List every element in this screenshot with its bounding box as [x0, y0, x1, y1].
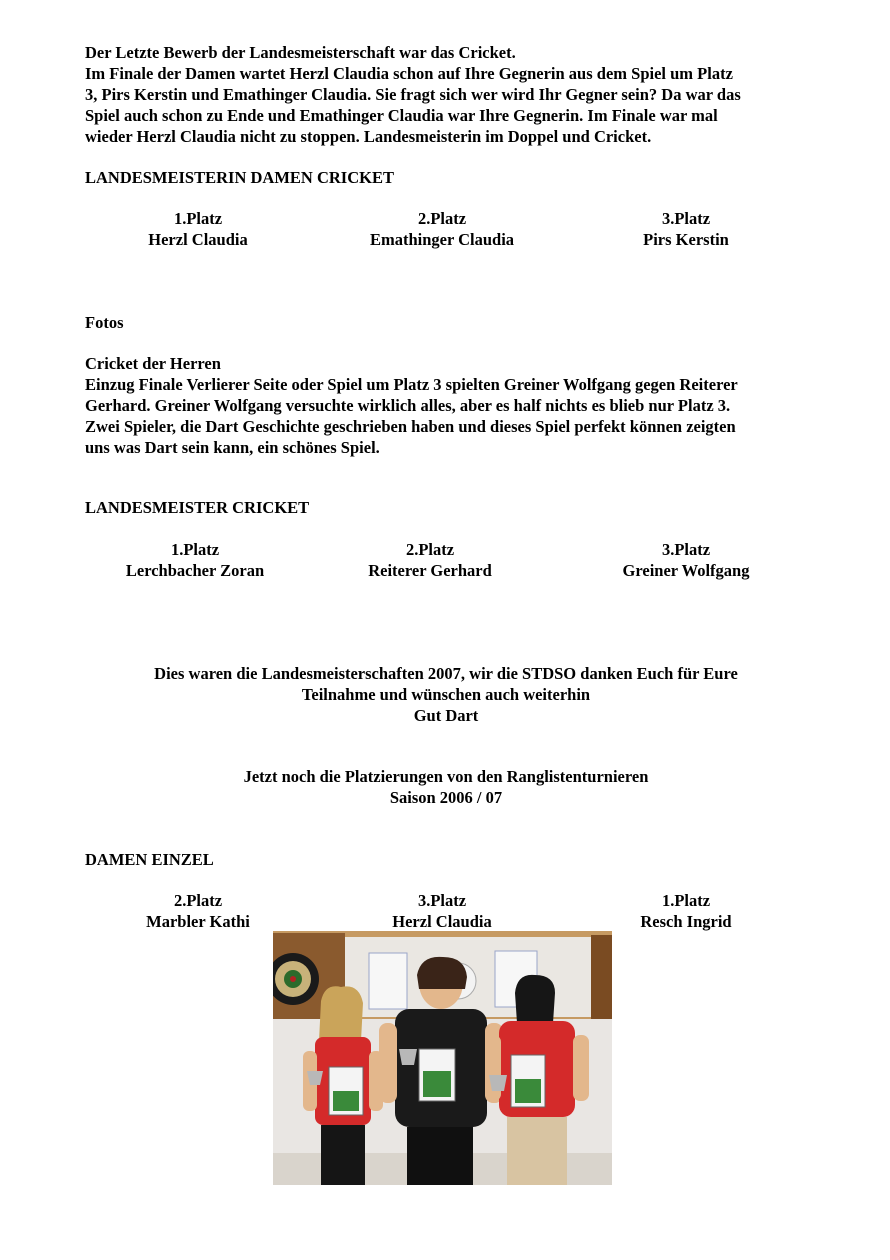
place-name: Pirs Kerstin [643, 230, 729, 249]
intro-line: wieder Herzl Claudia nicht zu stoppen. Landesmeisterin im Doppel und Cricket. [85, 127, 652, 146]
ranglisten-line: Jetzt noch die Platzierungen von den Ranglistenturnieren [243, 767, 649, 786]
intro-paragraph [85, 42, 815, 147]
closing-message [85, 663, 807, 726]
herren-paragraph [85, 353, 815, 458]
herren-cricket-place-3 [566, 539, 806, 581]
damen-einzel-heading: DAMEN EINZEL [85, 850, 214, 869]
herren-line: Gerhard. Greiner Wolfgang versuchte wirklich alles, aber es half nichts es blieb nur Platz 3. [85, 396, 731, 415]
ranglisten-line: Saison 2006 / 07 [389, 788, 503, 807]
ranglisten-note [85, 766, 807, 808]
place-rank: 1.Platz [661, 891, 711, 910]
place-rank: 2.Platz [173, 891, 223, 910]
damen-einzel-place-middle [322, 890, 562, 932]
place-rank: 3.Platz [661, 209, 711, 228]
herren-cricket-place-1 [75, 539, 315, 581]
place-rank: 2.Platz [417, 209, 467, 228]
place-name: Lerchbacher Zoran [125, 561, 265, 580]
herren-line: Einzug Finale Verlierer Seite oder Spiel um Platz 3 spielten Greiner Wolfgang gegen Reiterer [85, 375, 738, 394]
intro-line: Spiel auch schon zu Ende und Emathinger Claudia war Ihre Gegnerin. Im Finale war mal [85, 106, 718, 125]
damen-cricket-place-1 [78, 208, 318, 250]
winners-photo [273, 931, 612, 1185]
place-name: Herzl Claudia [392, 912, 492, 931]
place-name: Emathinger Claudia [369, 230, 515, 249]
damen-cricket-place-3 [566, 208, 806, 250]
place-name: Greiner Wolfgang [622, 561, 750, 580]
place-name: Marbler Kathi [146, 912, 250, 931]
place-name: Herzl Claudia [148, 230, 248, 249]
closing-line: Gut Dart [413, 706, 479, 725]
place-rank: 2.Platz [405, 540, 455, 559]
place-rank: 3.Platz [417, 891, 467, 910]
damen-cricket-place-2 [322, 208, 562, 250]
winners-photo-illustration [273, 931, 612, 1185]
intro-line: Im Finale der Damen wartet Herzl Claudia schon auf Ihre Gegnerin aus dem Spiel um Platz [85, 64, 733, 83]
intro-line: Der Letzte Bewerb der Landesmeisterschaft war das Cricket. [85, 43, 516, 62]
herren-line: Cricket der Herren [85, 354, 221, 373]
damen-einzel-place-right [566, 890, 806, 932]
place-rank: 1.Platz [170, 540, 220, 559]
place-rank: 3.Platz [661, 540, 711, 559]
damen-cricket-heading: LANDESMEISTERIN DAMEN CRICKET [85, 168, 394, 187]
intro-line: 3, Pirs Kerstin und Emathinger Claudia. Sie fragt sich wer wird Ihr Gegner sein? Da war das [85, 85, 741, 104]
place-name: Resch Ingrid [640, 912, 732, 931]
damen-einzel-place-left [78, 890, 318, 932]
closing-line: Dies waren die Landesmeisterschaften 2007, wir die STDSO danken Euch für Eure [154, 664, 738, 683]
herren-line: uns was Dart sein kann, ein schönes Spiel. [85, 438, 380, 457]
closing-line: Teilnahme und wünschen auch weiterhin [301, 685, 591, 704]
place-name: Reiterer Gerhard [368, 561, 492, 580]
fotos-link[interactable]: Fotos [85, 313, 124, 332]
herren-cricket-heading: LANDESMEISTER CRICKET [85, 498, 310, 517]
place-rank: 1.Platz [173, 209, 223, 228]
herren-cricket-place-2 [310, 539, 550, 581]
herren-line: Zwei Spieler, die Dart Geschichte geschrieben haben und dieses Spiel perfekt können zeigten [85, 417, 736, 436]
